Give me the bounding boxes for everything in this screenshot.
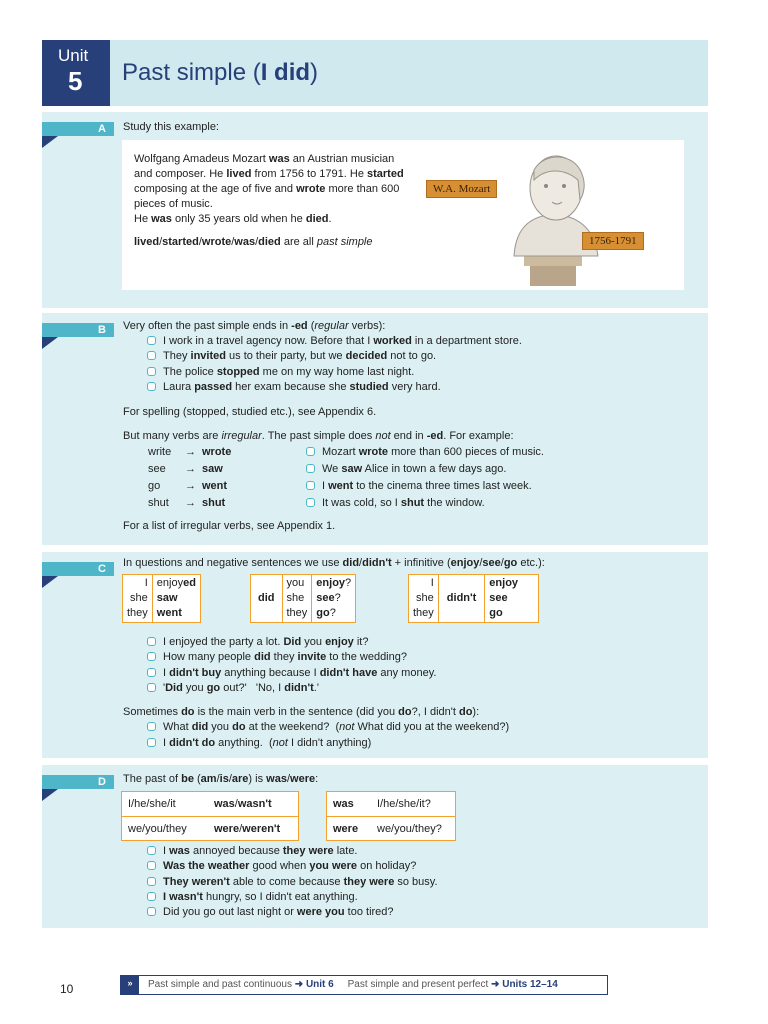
section-tab-d: D bbox=[42, 775, 114, 789]
double-chevron-icon: » bbox=[121, 976, 139, 994]
example-item: Mozart wrote more than 600 pieces of music. bbox=[306, 446, 544, 459]
unit-badge bbox=[42, 40, 110, 106]
regular-verbs-intro: Very often the past simple ends in -ed (regular verbs): bbox=[123, 320, 386, 332]
section-c bbox=[42, 552, 708, 758]
irregular-past: went bbox=[202, 480, 228, 492]
positive-table: I she they enjoyed saw went bbox=[122, 574, 201, 623]
section-tab-a: A bbox=[42, 122, 114, 136]
example-item: How many people did they invite to the wedding? bbox=[147, 651, 407, 664]
cross-reference-links bbox=[148, 979, 558, 990]
question-table: did you she they enjoy? see? go? bbox=[250, 574, 356, 623]
section-d bbox=[42, 765, 708, 928]
was-were-question-table: was I/he/she/it? were we/you/they? bbox=[326, 791, 456, 841]
example-item: 'Did you go out?' 'No, I didn't.' bbox=[147, 682, 319, 695]
example-item: I enjoyed the party a lot. Did you enjoy it? bbox=[147, 636, 368, 649]
mozart-dates-plaque: 1756-1791 bbox=[582, 232, 644, 250]
irregular-base: shut bbox=[148, 497, 169, 509]
unit-number: 5 bbox=[68, 66, 83, 96]
appendix-1-note: For a list of irregular verbs, see Appendix 1. bbox=[123, 520, 336, 532]
unit-label: Unit bbox=[58, 46, 89, 65]
cross-reference-bar bbox=[120, 975, 608, 995]
mozart-paragraph: Wolfgang Amadeus Mozart was an Austrian musician and composer. He lived from 1756 to 1791. He started composing at the age of five and wrote more than 600 pieces of music. He was only 35 years old when he died. lived/started/wrote/was/died are all past simple bbox=[134, 153, 404, 248]
section-b bbox=[42, 313, 708, 545]
mozart-bust-image bbox=[494, 144, 654, 288]
past-of-be-intro: The past of be (am/is/are) is was/were: bbox=[123, 773, 319, 785]
arrow-icon: → bbox=[185, 497, 196, 509]
unit-header bbox=[42, 40, 708, 106]
cross-ref-link-units-12-14[interactable]: Past simple and present perfect ➜ Units 12–14 bbox=[347, 979, 558, 990]
example-box bbox=[122, 140, 684, 290]
irregular-base: see bbox=[148, 463, 166, 475]
was-were-table: I/he/she/it was/wasn't we/you/they were/weren't bbox=[121, 791, 299, 841]
example-item: We saw Alice in town a few days ago. bbox=[306, 463, 506, 476]
example-item: I work in a travel agency now. Before that I worked in a department store. bbox=[147, 335, 522, 348]
irregular-base: write bbox=[148, 446, 172, 458]
section-a bbox=[42, 112, 708, 308]
example-item: They weren't able to come because they were so busy. bbox=[147, 876, 438, 889]
section-tab-c: C bbox=[42, 562, 114, 576]
irregular-base: go bbox=[148, 480, 161, 492]
section-tab-b: B bbox=[42, 323, 114, 337]
irregular-past: wrote bbox=[202, 446, 232, 458]
example-item: The police stopped me on my way home last night. bbox=[147, 366, 414, 379]
page-title: Past simple (I did) bbox=[122, 59, 319, 86]
example-item: I didn't buy anything because I didn't have any money. bbox=[147, 667, 436, 680]
example-item: Did you go out last night or were you too tired? bbox=[147, 906, 394, 919]
section-a-intro: Study this example: bbox=[123, 121, 219, 133]
example-item: I didn't do anything. (not I didn't anything) bbox=[147, 737, 371, 750]
arrow-icon: → bbox=[185, 463, 196, 475]
appendix-6-note: For spelling (stopped, studied etc.), see Appendix 6. bbox=[123, 406, 377, 418]
example-item: I went to the cinema three times last week. bbox=[306, 480, 532, 493]
example-item: I wasn't hungry, so I didn't eat anything. bbox=[147, 891, 358, 904]
page-number: 10 bbox=[60, 982, 74, 996]
cross-ref-link-unit-6[interactable]: Past simple and past continuous ➜ Unit 6 bbox=[148, 979, 334, 990]
arrow-icon: → bbox=[185, 446, 196, 458]
irregular-past: saw bbox=[202, 463, 223, 475]
mozart-name-plaque: W.A. Mozart bbox=[426, 180, 497, 198]
example-item: What did you do at the weekend? (not What did you at the weekend?) bbox=[147, 721, 509, 734]
example-item: Was the weather good when you were on holiday? bbox=[147, 860, 416, 873]
main-verb-do-note: Sometimes do is the main verb in the sentence (did you do?, I didn't do): bbox=[123, 706, 480, 718]
example-item: I was annoyed because they were late. bbox=[147, 845, 358, 858]
example-item: Laura passed her exam because she studied very hard. bbox=[147, 381, 441, 394]
irregular-verbs-intro: But many verbs are irregular. The past simple does not end in -ed. For example: bbox=[123, 430, 514, 442]
arrow-icon: → bbox=[185, 480, 196, 492]
example-item: It was cold, so I shut the window. bbox=[306, 497, 485, 510]
irregular-past: shut bbox=[202, 497, 226, 509]
questions-intro: In questions and negative sentences we use did/didn't + infinitive (enjoy/see/go etc.): bbox=[123, 557, 545, 569]
example-item: They invited us to their party, but we decided not to go. bbox=[147, 350, 436, 363]
negative-table: I she they didn't enjoy see go bbox=[408, 574, 539, 623]
